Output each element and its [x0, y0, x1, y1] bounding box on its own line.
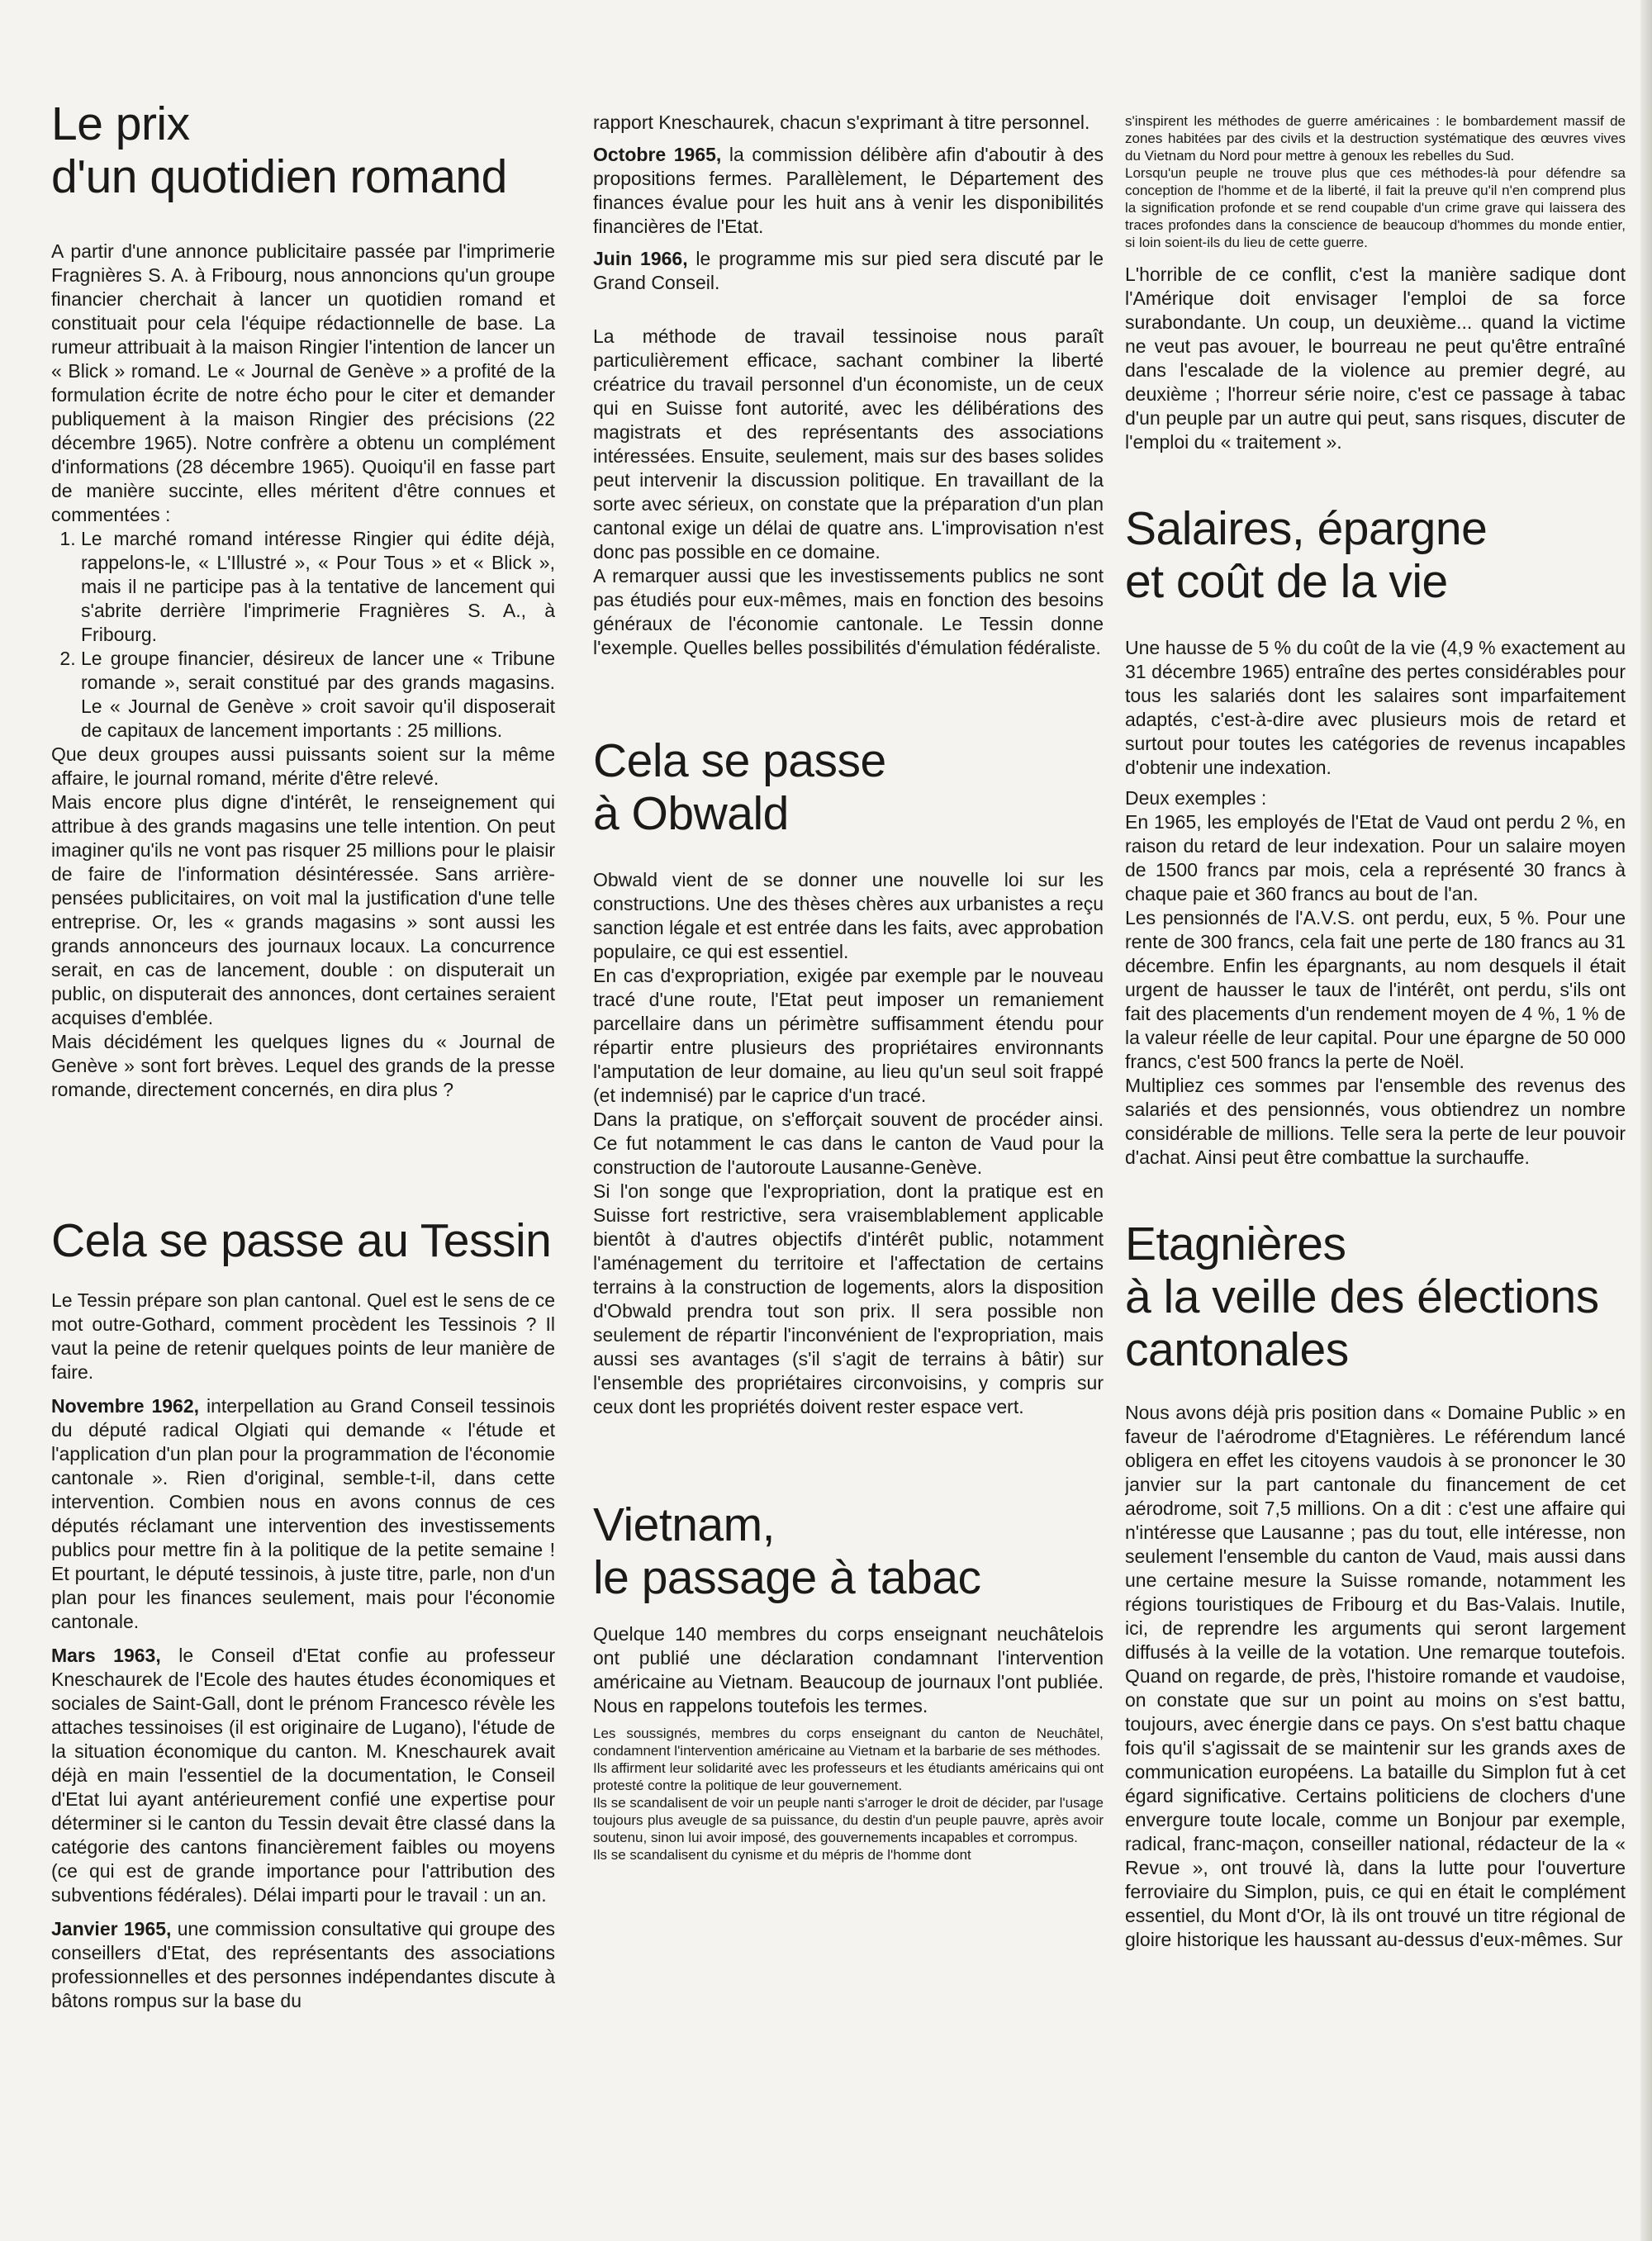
list-item: 2. Le groupe financier, désireux de lancer une « Tribune romande », serait constitué par des grands magasins. Le « Journal de Genève » croit savoir qu'il disposerait de capitaux de lancement importants : 25 millions. [81, 647, 555, 743]
date-label: Novembre 1962, [51, 1395, 200, 1417]
paragraph: Quelque 140 membres du corps enseignant neuchâtelois ont publié une déclaration condamnant l'intervention américaine au Vietnam. Beaucoup de journaux l'ont publiée. Nous en rappelons toutefois les termes. [593, 1623, 1104, 1716]
article-title-obwald [593, 734, 1104, 840]
paragraph: Une hausse de 5 % du coût de la vie (4,9 % exactement au 31 décembre 1965) entraîne des pertes considérables pour tous les salariés dont les salaires sont imparfaitement adaptés, c'est-à-dire avec plusieurs mois de retard et surtout pour toutes les catégories de revenus incapables d'obtenir une indexation. [1125, 637, 1626, 778]
title-line: d'un quotidien romand [51, 150, 507, 203]
title-line: Cela se passe [593, 734, 886, 787]
paragraph: Les pensionnés de l'A.V.S. ont perdu, eux, 5 %. Pour une rente de 300 francs, cela fait une perte de 180 francs au 31 décembre. Enfin les épargnants, au nom desquels il était urgent de hausser le taux de l'intérêt, ont perdu, s'ils ont fait des placements d'un rendement moyen de 4 %, 1 % de la valeur réelle de leur capital. Pour une épargne de 50 000 francs, c'est 500 francs la perte de Noël. [1125, 907, 1626, 1072]
paragraph [593, 247, 1104, 295]
date-label: Janvier 1965, [51, 1918, 172, 1940]
paragraph-text: une commission consultative qui groupe des conseillers d'Etat, des représentants des associations professionnelles et des personnes indépendantes discute à bâtons rompus sur la base du [51, 1918, 555, 2011]
paragraph: Mais encore plus digne d'intérêt, le renseignement qui attribue à des grands magasins une telle intention. On peut imaginer qu'ils ne vont pas risquer 25 millions pour le plaisir de faire de l'information désintéressée. Sans arrière-pensées publicitaires, on voit mal la justification d'une telle entreprise. Or, les « grands magasins » sont aussi les grands annonceurs des journaux locaux. La concurrence serait, en cas de lancement, double : on disputerait un public, on disputerait des annonces, dont certaines seraient acquises d'emblée. [51, 791, 555, 1028]
page-edge [1640, 0, 1652, 2241]
paragraph: L'horrible de ce conflit, c'est la manière sadique dont l'Amérique doit envisager l'emploi de sa force surabondante. Un coup, un deuxième... quand la victime ne veut pas avouer, le bourreau ne peut qu'être entraîné dans l'escalade de la violence au premier degré, au deuxième ; l'horreur série noire, c'est ce passage à tabac d'un peuple par un autre qui peut, sans risques, discuter de l'emploi du « traitement ». [1125, 264, 1626, 453]
paragraph: En 1965, les employés de l'Etat de Vaud ont perdu 2 %, en raison du retard de leur indexation. Pour un salaire moyen de 1500 francs par mois, cela a représenté 30 francs à chaque paie et 360 francs au bout de l'an. [1125, 811, 1626, 904]
paragraph: A partir d'une annonce publicitaire passée par l'imprimerie Fragnières S. A. à Fribourg, nous annoncions qu'un groupe financier cherchait à lancer un quotidien romand et constituait pour cela l'équipe rédactionnelle de base. La rumeur attribuait à la maison Ringier l'intention de lancer un « Blick » romand. Le « Journal de Genève » a profité de la formulation écrite de notre écho pour le citer et demander publiquement à la maison Ringier des précisions (22 décembre 1965). Notre confrère a obtenu un complément d'informations (28 décembre 1965). Quoiqu'il en fasse part de manière succinte, elles méritent d'être connues et commentées : [51, 240, 555, 525]
paragraph: Le Tessin prépare son plan cantonal. Quel est le sens de ce mot outre-Gothard, comment procèdent les Tessinois ? Il vaut la peine de retenir quelques points de leur manière de faire. [51, 1289, 555, 1383]
column-1 [51, 97, 555, 2212]
quoted-declaration: Lorsqu'un peuple ne trouve plus que ces méthodes-là pour défendre sa conception de l'homme et de la liberté, il fait la preuve qu'il n'en comprend plus la signification profonde et se rend coupable d'un crime grave qui laissera des traces profondes dans la conscience de beaucoup d'hommes du monde entier, si loin soient-ils du lieu de cette guerre. [1125, 165, 1626, 250]
date-label: Juin 1966, [593, 248, 688, 269]
paragraph: Si l'on songe que l'expropriation, dont la pratique est en Suisse fort restrictive, sera vraisemblablement applicable bientôt à d'autres objectifs d'intérêt public, notamment l'aménagement du territoire et l'affectation de certains terrains à la construction de logements, alors la disposition d'Obwald prendra tout son prix. Il sera possible non seulement de répartir l'inconvénient de l'expropriation, mais aussi ses avantages (s'il s'agit de terrains à bâtir) sur l'ensemble des propriétaires circonvoisins, y compris sur ceux dont les propriétés doivent rester espace vert. [593, 1180, 1104, 1417]
article-title-vietnam [593, 1498, 1104, 1604]
article-title-salaires [1125, 502, 1626, 608]
article-title-etagnieres [1125, 1218, 1626, 1376]
paragraph: Dans la pratique, on s'efforçait souvent de procéder ainsi. Ce fut notamment le cas dans le canton de Vaud pour la construction de l'autoroute Lausanne-Genève. [593, 1109, 1104, 1178]
title-line: à la veille des élections [1125, 1270, 1599, 1323]
article-title-tessin [51, 1214, 555, 1267]
quoted-declaration: Ils se scandalisent du cynisme et du mépris de l'homme dont [593, 1847, 971, 1863]
paragraph [51, 1644, 555, 1907]
date-label: Mars 1963, [51, 1645, 161, 1666]
title-line: Vietnam, [593, 1498, 775, 1551]
paragraph: rapport Kneschaurek, chacun s'exprimant à titre personnel. [593, 112, 1090, 133]
quoted-declaration: Ils affirment leur solidarité avec les professeurs et les étudiants américains qui ont protesté contre la politique de leur gouvernement. [593, 1760, 1104, 1793]
paragraph [51, 1394, 555, 1634]
title-line: cantonales [1125, 1323, 1349, 1376]
column-2 [593, 97, 1104, 2212]
paragraph-text: le Conseil d'Etat confie au professeur Kneschaurek de l'Ecole des hautes études économiques et sociales de Saint-Gall, dont le prénom Francesco révèle les attaches tessinoises (il est originaire de Lugano), l'étude de la situation économique du canton. M. Kneschaurek avait déjà en main l'essentiel de la documentation, le Conseil d'Etat lui ayant antérieurement confié une expertise pour déterminer si le canton du Tessin devait être classé dans la catégorie des cantons financièrement faibles ou moyens (ce qui est de grande importance pour l'attribution des subventions fédérales). Délai imparti pour le travail : un an. [51, 1645, 555, 1906]
paragraph-text: le programme mis sur pied sera discuté par le Grand Conseil. [593, 248, 1104, 293]
date-label: Octobre 1965, [593, 144, 722, 165]
quoted-declaration: s'inspirent les méthodes de guerre américaines : le bombardement massif de zones habitées par des civils et la destruction systématique des œuvres vives du Vietnam du Nord pour mettre à genoux les rebelles du Sud. [1125, 113, 1626, 164]
paragraph: En cas d'expropriation, exigée par exemple par le nouveau tracé d'une route, l'Etat peut imposer un remaniement parcellaire dans un périmètre suffisamment étendu pour répartir entre plusieurs des propriétaires environnants l'amputation de leur domaine, au lieu qu'un seul soit frappé (et indemnisé) par le caprice d'un tracé. [593, 965, 1104, 1106]
title-line: et coût de la vie [1125, 555, 1448, 608]
quoted-declaration: Ils se scandalisent de voir un peuple nanti s'arroger le droit de décider, par l'usage toujours plus aveugle de sa puissance, du destin d'un peuple pauvre, après avoir soutenu, sinon lui avoir imposé, des gouvernements incapables et corrompus. [593, 1795, 1104, 1845]
paragraph: Deux exemples : [1125, 787, 1267, 809]
paragraph-text: interpellation au Grand Conseil tessinois du député radical Olgiati qui demande « l'étude et l'application d'un plan pour la programmation de l'économie cantonale ». Rien d'original, semble-t-il, dans cette intervention. Combien nous en avons connus de ces députés réclamant une intervention des investissements publics pour mettre fin à la politique de la petite semaine ! Et pourtant, le député tessinois, à juste titre, parle, non d'un plan pour les finances seulement, mais pour l'économie cantonale. [51, 1395, 555, 1632]
numbered-list [51, 527, 555, 743]
paragraph: Obwald vient de se donner une nouvelle loi sur les constructions. Une des thèses chères aux urbanistes a reçu sanction légale et est entrée dans les faits, avec approbation populaire, ce qui est essentiel. [593, 869, 1104, 962]
paragraph: Que deux groupes aussi puissants soient sur la même affaire, le journal romand, mérite d'être relevé. [51, 743, 555, 789]
paragraph: A remarquer aussi que les investissements publics ne sont pas étudiés pour eux-mêmes, mais en fonction des besoins généraux de l'économie cantonale. Le Tessin donne l'exemple. Quelles belles possibilités d'émulation fédéraliste. [593, 565, 1104, 658]
title-line: le passage à tabac [593, 1551, 981, 1604]
title-line: Etagnières [1125, 1218, 1346, 1270]
paragraph: Mais décidément les quelques lignes du « Journal de Genève » sont fort brèves. Lequel des grands de la presse romande, directement concernés, en dira plus ? [51, 1031, 555, 1100]
paragraph [51, 1917, 555, 2013]
title-line: Cela se passe au Tessin [51, 1214, 552, 1267]
paragraph: La méthode de travail tessinoise nous paraît particulièrement efficace, sachant combiner la liberté créatrice du travail personnel d'un économiste, un de ceux qui en Suisse font autorité, avec les délibérations des magistrats et des représentants des associations intéressées. Ensuite, seulement, mais sur des bases solides peut intervenir la discussion politique. En travaillant de la sorte avec sérieux, on constate que la préparation d'un plan cantonal exige un délai de quatre ans. L'improvisation n'est donc pas possible en ce domaine. [593, 325, 1104, 563]
title-line: Le prix [51, 97, 190, 150]
quoted-declaration: Les soussignés, membres du corps enseignant du canton de Neuchâtel, condamnent l'intervention américaine au Vietnam et la barbarie de ses méthodes. [593, 1726, 1104, 1759]
article-title-prix [51, 97, 555, 203]
paragraph: Nous avons déjà pris position dans « Domaine Public » en faveur de l'aérodrome d'Etagnières. Le référendum lancé obligera en effet les citoyens vaudois à se prononcer le 30 janvier sur la part cantonale du financement de cet aérodrome, soit 7,5 millions. On a dit : c'est une affaire qui n'intéresse que Lausanne ; pas du tout, elle intéresse, non seulement l'ensemble du canton de Vaud, mais aussi dans une certaine mesure la Suisse romande, notamment les régions touristiques de Fribourg et du Bas-Valais. Inutile, ici, de reprendre les arguments qui seront largement diffusés à la veille de la votation. Une remarque toutefois. Quand on regarde, de près, l'histoire romande et vaudoise, on constate que sur un point au moins on s'est battu, toujours, avec énergie dans ce pays. On s'est battu chaque fois qu'il s'agissait de se maintenir sur les grands axes de communication européens. La bataille du Simplon fut à cet égard significative. Certains politiciens de clochers d'une envergure toute locale, comme un Bonjour par exemple, radical, franc-maçon, conseiller national, rédacteur de la « Revue », ont trouvé là, dans la lutte pour l'ouverture ferroviaire du Simplon, puis, ce qui en était le complément essentiel, du Mont d'Or, là ils ont trouvé un titre régional de gloire historique les haussant au-dessus d'eux-mêmes. Sur [1125, 1402, 1626, 1950]
paragraph-text: la commission délibère afin d'aboutir à des propositions fermes. Parallèlement, le Département des finances évalue pour les huit ans à venir les disponibilités financières de l'Etat. [593, 144, 1104, 237]
paragraph: Multipliez ces sommes par l'ensemble des revenus des salariés et des pensionnés, vous obtiendrez un nombre considérable de millions. Telle sera la perte de leur pouvoir d'achat. Ainsi peut être combattue la surchauffe. [1125, 1075, 1626, 1168]
column-3 [1125, 97, 1626, 2212]
list-item: 1. Le marché romand intéresse Ringier qui édite déjà, rappelons-le, « L'Illustré », « Pour Tous » et « Blick », mais il ne participe pas à la tentative de lancement qui s'abrite derrière l'imprimerie Fragnières S. A., à Fribourg. [81, 527, 555, 647]
title-line: Salaires, épargne [1125, 502, 1488, 555]
title-line: à Obwald [593, 787, 789, 840]
paragraph [593, 143, 1104, 239]
